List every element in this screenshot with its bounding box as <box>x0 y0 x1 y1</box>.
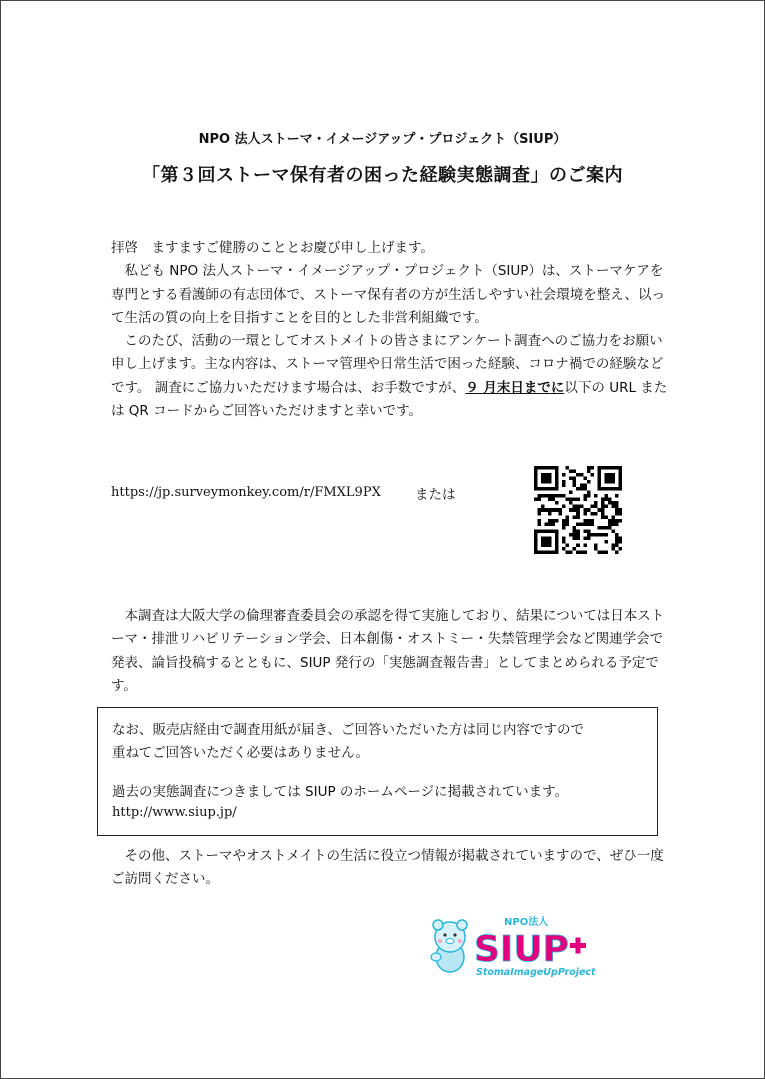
siup-logo <box>426 913 596 983</box>
qr-code-icon[interactable] <box>534 466 622 554</box>
document-title: 「第３回ストーマ保有者の困った経験実態調査」のご案内 <box>142 165 623 186</box>
logo-npo-text: NPO法人 <box>504 917 549 928</box>
bear-mascot-icon <box>431 920 467 972</box>
about-paragraph: 私ども NPO 法人ストーマ・イメージアップ・プロジェクト（SIUP）は、ストーマケアを専門とする看護師の有志団体で、ストーマ保有者の方が生活しやすい社会環境を整え、以って生活の質の向上を目指すことを目的とした非営利組織です。 <box>111 263 666 326</box>
survey-url-link[interactable]: https://jp.surveymonkey.com/r/FMXL9PX <box>111 485 381 500</box>
notice-box <box>97 707 658 836</box>
intro-section <box>111 237 671 423</box>
organization-name: NPO 法人ストーマ・イメージアップ・プロジェクト（SIUP） <box>198 132 567 147</box>
request-end-text: 以下の URL または QR コードからご回答いただけますと幸いです。 <box>111 379 668 420</box>
request-text: このたび、活動の一環としてオストメイトの皆さまにアンケート調査へのご協力をお願い申し上げます。主な内容は、ストーマ管理や日常生活で困った経験、コロナ禍での経験などです。 調査にご協力いただけます場合は、お手数ですが、 <box>111 333 664 396</box>
closing-paragraph: その他、ストーマやオストメイトの生活に役立つ情報が掲載されていますので、ぜひ一度ご訪問ください。 <box>111 848 664 888</box>
deadline-text: ９ 月末日までに <box>465 379 565 396</box>
notice-line-3: 過去の実態調査につきましては SIUP のホームページに掲載されています。 <box>112 784 569 800</box>
logo-name-text: SIUP <box>474 929 569 970</box>
ethics-paragraph: 本調査は大阪大学の倫理審査委員会の承認を得て実施しており、結果については日本ストーマ・排泄リハビリテーション学会、日本創傷・オストミー・失禁管理学会など関連学会で発表、論旨投稿するとともに、SIUP 発行の「実態調査報告書」としてまとめられる予定です。 <box>111 608 665 694</box>
logo-tagline-text: StomaImageUpProject <box>476 967 596 978</box>
or-label: または <box>415 487 456 503</box>
notice-line-2: 重ねてご回答いただく必要はありません。 <box>112 745 369 761</box>
notice-line-1: なお、販売店経由で調査用紙が届き、ご回答いただいた方は同じ内容ですので <box>112 722 584 738</box>
greeting: 拝啓 ますますご健勝のこととお慶び申し上げます。 <box>111 240 434 256</box>
request-paragraph <box>111 330 671 423</box>
plus-icon <box>570 938 586 954</box>
homepage-link[interactable]: http://www.siup.jp/ <box>112 805 237 820</box>
